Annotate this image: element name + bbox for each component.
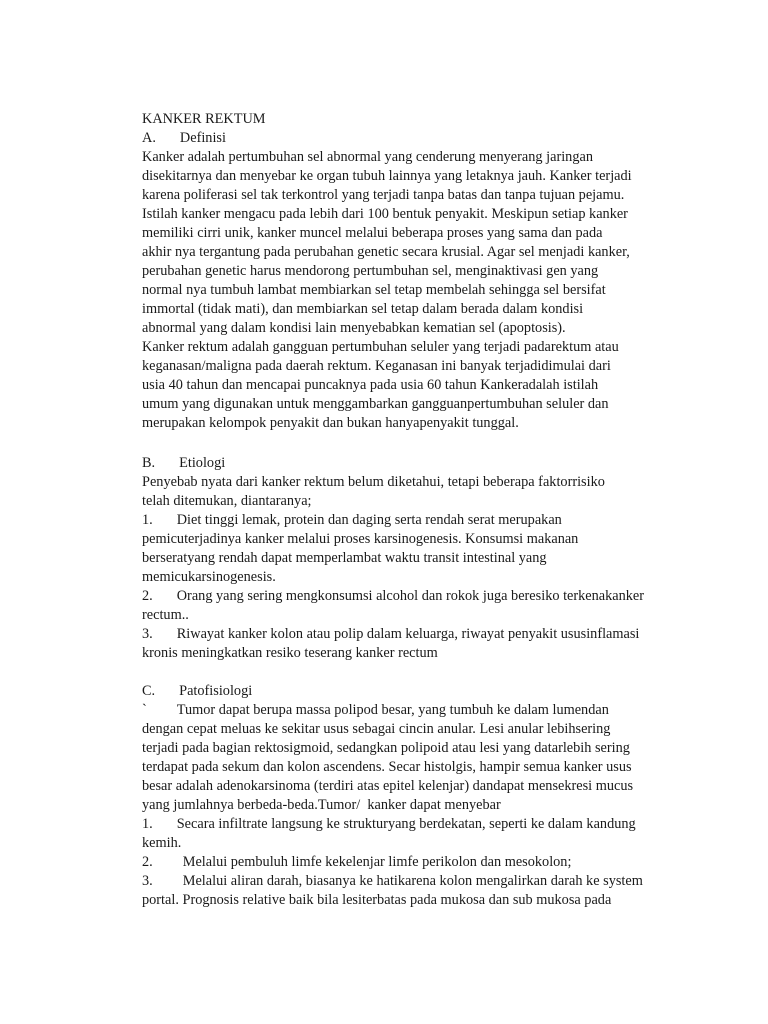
list-item [142,511,562,530]
list-item [142,872,643,891]
paragraph-line: yang jumlahnya berbeda-beda.Tumor/ kanker dapat menyebar [142,797,501,813]
paragraph-line: Kanker rektum adalah gangguan pertumbuhan seluler yang terjadi padarektum atau [142,339,619,355]
list-text: Melalui pembuluh limfe kekelenjar limfe perikolon dan mesokolon; [182,854,572,870]
section-marker: C. [142,683,156,699]
paragraph-line: dengan cepat meluas ke sekitar usus sebagai cincin anular. Lesi anular lebihsering [142,721,611,737]
list-text: Melalui aliran darah, biasanya ke hatikarena kolon mengalirkan darah ke system [182,873,643,889]
paragraph-line: rectum.. [142,607,189,623]
paragraph-line: besar adalah adenokarsinoma (terdiri atas epitel kelenjar) dandapat mensekresi mucus [142,778,634,794]
stray-marker: ` [142,702,147,718]
paragraph-line: berseratyang rendah dapat memperlambat waktu transit intestinal yang [142,550,547,566]
list-number: 3. [142,626,153,642]
paragraph-first-line [142,701,609,720]
list-item [142,815,636,834]
paragraph-line: keganasan/maligna pada daerah rektum. Keganasan ini banyak terjadidimulai dari [142,358,611,374]
paragraph-line: abnormal yang dalam kondisi lain menyebabkan kematian sel (apoptosis). [142,320,566,336]
section-heading: Etiologi [179,455,226,471]
paragraph-line: usia 40 tahun dan mencapai puncaknya pada usia 60 tahun Kankeradalah istilah [142,377,599,393]
paragraph-line: telah ditemukan, diantaranya; [142,493,312,509]
paragraph-line: terjadi pada bagian rektosigmoid, sedangkan polipoid atau lesi yang datarlebih sering [142,740,630,756]
list-number: 3. [142,873,153,889]
paragraph-line: pemicuterjadinya kanker melalui proses karsinogenesis. Konsumsi makanan [142,531,579,547]
section-b-heading [142,454,225,473]
section-a-heading [142,129,226,148]
list-item [142,625,639,644]
paragraph-line: akhir nya tergantung pada perubahan genetic secara krusial. Agar sel menjadi kanker, [142,244,630,260]
paragraph-line: portal. Prognosis relative baik bila lesiterbatas pada mukosa dan sub mukosa pada [142,892,612,908]
list-number: 1. [142,512,153,528]
section-heading: Definisi [179,130,226,146]
paragraph-line: merupakan kelompok penyakit dan bukan hanyapenyakit tunggal. [142,415,519,431]
paragraph-line: perubahan genetic harus mendorong pertumbuhan sel, menginaktivasi gen yang [142,263,599,279]
paragraph-line: umum yang digunakan untuk menggambarkan gangguanpertumbuhan seluler dan [142,396,609,412]
paragraph-line: Kanker adalah pertumbuhan sel abnormal yang cenderung menyerang jaringan [142,149,593,165]
paragraph-line: karena poliferasi sel tak terkontrol yang terjadi tanpa batas dan tanpa tujuan pejamu. [142,187,625,203]
paragraph-line: kemih. [142,835,182,851]
section-heading: Patofisiologi [179,683,253,699]
list-item [142,587,644,606]
section-c-heading [142,682,252,701]
paragraph-line: memiliki cirri unik, kanker muncel melalui beberapa proses yang sama dan pada [142,225,603,241]
list-text: Secara infiltrate langsung ke strukturyang berdekatan, seperti ke dalam kandung [176,816,636,832]
list-text: Riwayat kanker kolon atau polip dalam keluarga, riwayat penyakit ususinflamasi [176,626,640,642]
section-marker: B. [142,455,156,471]
paragraph-line: memicukarsinogenesis. [142,569,276,585]
section-marker: A. [142,130,156,146]
paragraph-line: normal nya tumbuh lambat membiarkan sel tetap membelah sehingga sel bersifat [142,282,606,298]
paragraph-line: kronis meningkatkan resiko teserang kanker rectum [142,645,438,661]
list-number: 2. [142,588,153,604]
paragraph-text: Tumor dapat berupa massa polipod besar, yang tumbuh ke dalam lumendan [176,702,609,718]
list-text: Diet tinggi lemak, protein dan daging serta rendah serat merupakan [176,512,562,528]
list-number: 1. [142,816,153,832]
paragraph-line: disekitarnya dan menyebar ke organ tubuh lainnya yang letaknya jauh. Kanker terjadi [142,168,632,184]
list-text: Orang yang sering mengkonsumsi alcohol dan rokok juga beresiko terkenakanker [176,588,645,604]
document-title: KANKER REKTUM [142,111,266,127]
list-item [142,853,571,872]
paragraph-line: terdapat pada sekum dan kolon ascendens. Secar histolgis, hampir semua kanker usus [142,759,632,775]
paragraph-line: Penyebab nyata dari kanker rektum belum diketahui, tetapi beberapa faktorrisiko [142,474,605,490]
paragraph-line: immortal (tidak mati), dan membiarkan sel tetap dalam berada dalam kondisi [142,301,584,317]
paragraph-line: Istilah kanker mengacu pada lebih dari 100 bentuk penyakit. Meskipun setiap kanker [142,206,628,222]
list-number: 2. [142,854,153,870]
